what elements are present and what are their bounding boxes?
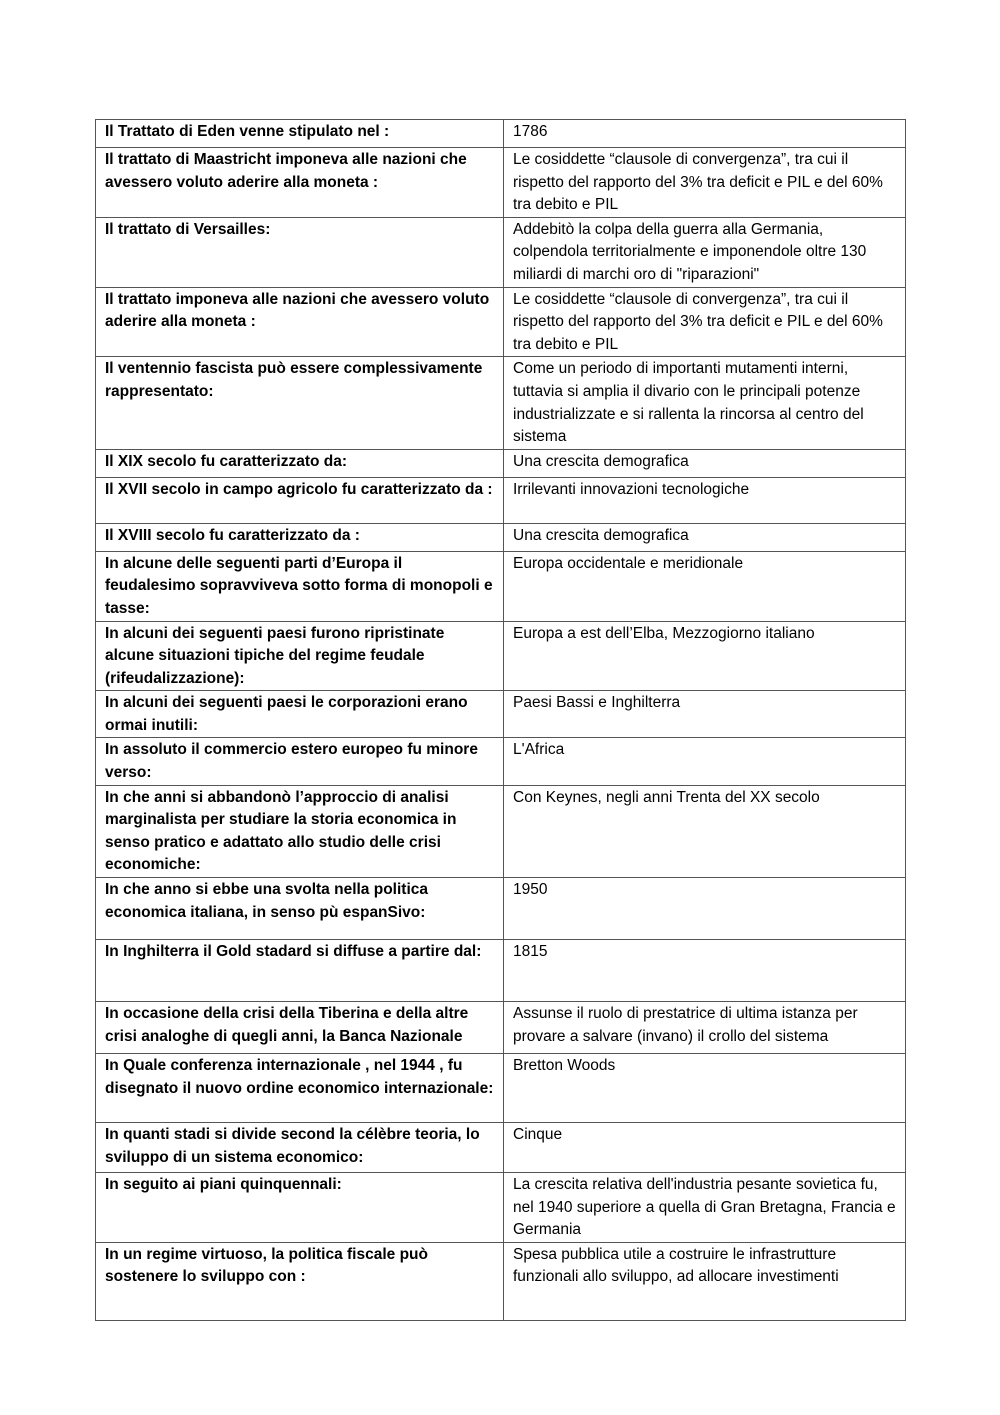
table-row [96, 120, 906, 148]
question-cell: In Inghilterra il Gold stadard si diffuse a partire dal: [96, 940, 504, 1002]
answer-cell: Paesi Bassi e Inghilterra [504, 691, 906, 738]
question-cell: Il trattato imponeva alle nazioni che avessero voluto aderire alla moneta : [96, 287, 504, 357]
qa-table-body [96, 120, 906, 1321]
table-row [96, 523, 906, 551]
table-row [96, 691, 906, 738]
table-row [96, 1173, 906, 1243]
table-row [96, 1123, 906, 1173]
table-row [96, 217, 906, 287]
table-row [96, 148, 906, 218]
answer-cell: Le cosiddette “clausole di convergenza”, tra cui il rispetto del rapporto del 3% tra deficit e PIL e del 60% tra debito e PIL [504, 287, 906, 357]
question-cell: Il XIX secolo fu caratterizzato da: [96, 449, 504, 477]
table-row [96, 551, 906, 621]
answer-cell: Una crescita demografica [504, 523, 906, 551]
question-cell: Il trattato di Versailles: [96, 217, 504, 287]
question-cell: Il XVII secolo in campo agricolo fu caratterizzato da : [96, 477, 504, 523]
question-cell: In quanti stadi si divide second la célèbre teoria, lo sviluppo di un sistema economico: [96, 1123, 504, 1173]
answer-cell: 1950 [504, 878, 906, 940]
answer-cell: Cinque [504, 1123, 906, 1173]
answer-cell: Con Keynes, negli anni Trenta del XX secolo [504, 785, 906, 877]
answer-cell: 1786 [504, 120, 906, 148]
table-row [96, 940, 906, 1002]
question-cell: In che anno si ebbe una svolta nella politica economica italiana, in senso pù espanSivo: [96, 878, 504, 940]
answer-cell: 1815 [504, 940, 906, 1002]
table-row [96, 357, 906, 449]
table-row [96, 287, 906, 357]
answer-cell: Spesa pubblica utile a costruire le infrastrutture funzionali allo sviluppo, ad allocare investimenti [504, 1242, 906, 1320]
table-row [96, 738, 906, 785]
answer-cell: Le cosiddette “clausole di convergenza”, tra cui il rispetto del rapporto del 3% tra deficit e PIL e del 60% tra debito e PIL [504, 148, 906, 218]
answer-cell: Europa occidentale e meridionale [504, 551, 906, 621]
question-cell: Il trattato di Maastricht imponeva alle nazioni che avessero voluto aderire alla moneta : [96, 148, 504, 218]
table-row [96, 621, 906, 691]
question-cell: Il Trattato di Eden venne stipulato nel : [96, 120, 504, 148]
question-cell: In occasione della crisi della Tiberina e della altre crisi analoghe di quegli anni, la Banca Nazionale [96, 1002, 504, 1054]
question-cell: In alcuni dei seguenti paesi furono ripristinate alcune situazioni tipiche del regime feudale (rifeudalizzazione): [96, 621, 504, 691]
answer-cell: Una crescita demografica [504, 449, 906, 477]
table-row [96, 1054, 906, 1123]
answer-cell: La crescita relativa dell'industria pesante sovietica fu, nel 1940 superiore a quella di Gran Bretagna, Francia e Germania [504, 1173, 906, 1243]
table-row [96, 1002, 906, 1054]
question-cell: In assoluto il commercio estero europeo fu minore verso: [96, 738, 504, 785]
question-cell: In Quale conferenza internazionale , nel 1944 , fu disegnato il nuovo ordine economico internazionale: [96, 1054, 504, 1123]
table-row [96, 449, 906, 477]
answer-cell: Come un periodo di importanti mutamenti interni, tuttavia si amplia il divario con le principali potenze industrializzate e si rallenta la rincorsa al centro del sistema [504, 357, 906, 449]
answer-cell: Europa a est dell’Elba, Mezzogiorno italiano [504, 621, 906, 691]
qa-table [95, 119, 906, 1321]
question-cell: In che anni si abbandonò l’approccio di analisi marginalista per studiare la storia economica in senso pratico e adattato allo studio delle crisi economiche: [96, 785, 504, 877]
answer-cell: Irrilevanti innovazioni tecnologiche [504, 477, 906, 523]
question-cell: In alcune delle seguenti parti d’Europa il feudalesimo sopravviveva sotto forma di monopoli e tasse: [96, 551, 504, 621]
answer-cell: L'Africa [504, 738, 906, 785]
question-cell: In alcuni dei seguenti paesi le corporazioni erano ormai inutili: [96, 691, 504, 738]
question-cell: In un regime virtuoso, la politica fiscale può sostenere lo sviluppo con : [96, 1242, 504, 1320]
answer-cell: Bretton Woods [504, 1054, 906, 1123]
question-cell: In seguito ai piani quinquennali: [96, 1173, 504, 1243]
question-cell: Il ventennio fascista può essere complessivamente rappresentato: [96, 357, 504, 449]
answer-cell: Assunse il ruolo di prestatrice di ultima istanza per provare a salvare (invano) il crollo del sistema [504, 1002, 906, 1054]
question-cell: Il XVIII secolo fu caratterizzato da : [96, 523, 504, 551]
table-row [96, 878, 906, 940]
table-row [96, 477, 906, 523]
answer-cell: Addebitò la colpa della guerra alla Germania, colpendola territorialmente e imponendole oltre 130 miliardi di marchi oro di "riparazioni" [504, 217, 906, 287]
table-row [96, 785, 906, 877]
table-row [96, 1242, 906, 1320]
